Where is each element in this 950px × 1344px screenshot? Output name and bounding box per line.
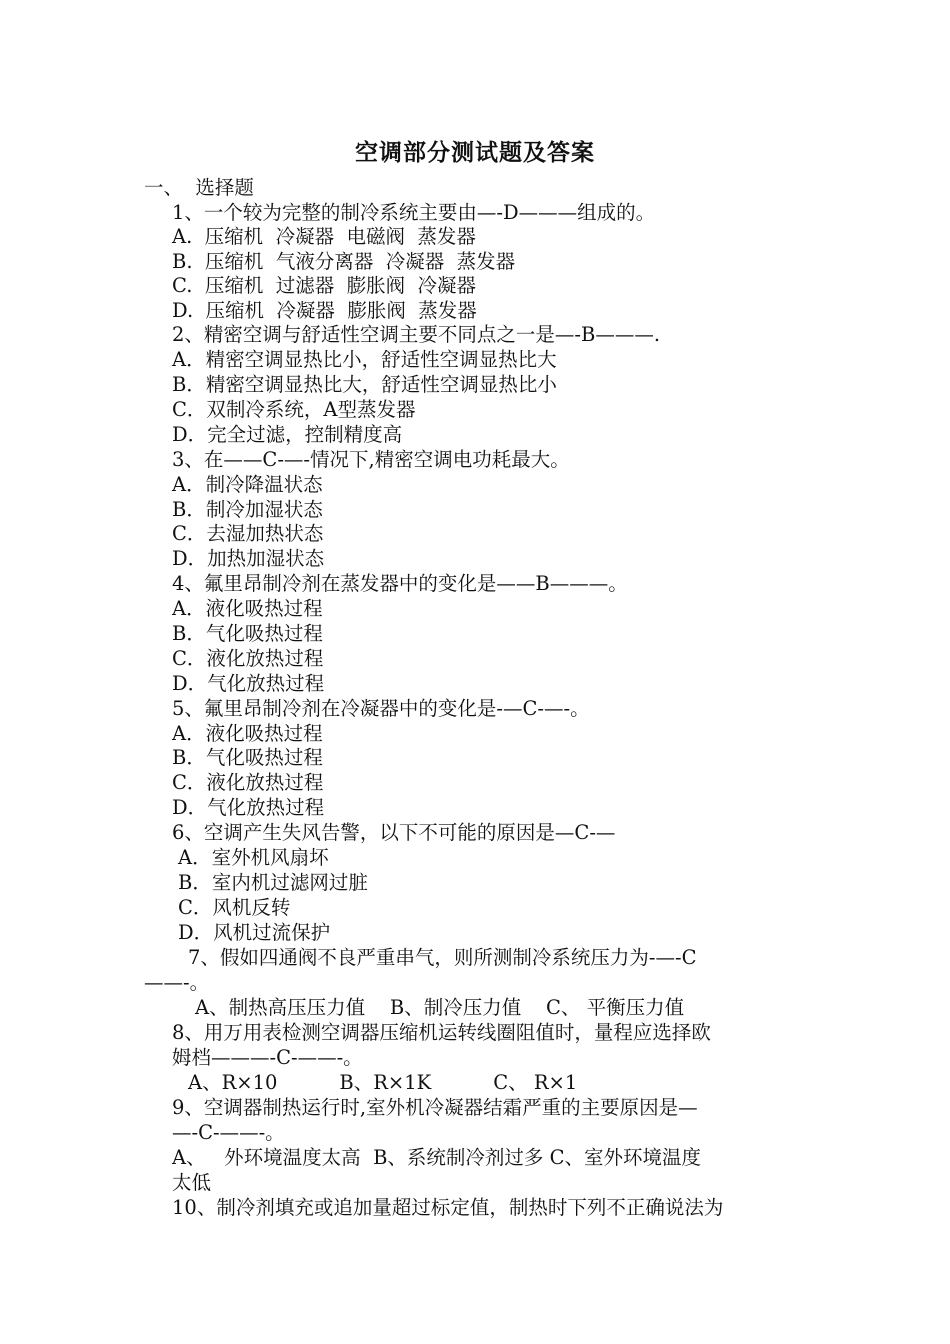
text-line: B．气化吸热过程 [172, 622, 323, 645]
text-line: B．精密空调显热比大，舒适性空调显热比小 [172, 373, 557, 396]
text-line: A．室外机风扇坏 [178, 846, 329, 869]
text-line: A. 压缩机 冷凝器 电磁阀 蒸发器 [172, 225, 476, 248]
text-line: B．室内机过滤网过脏 [178, 871, 368, 894]
text-line: C．去湿加热状态 [172, 522, 324, 545]
text-line: C．液化放热过程 [172, 647, 324, 670]
text-line: 2、精密空调与舒适性空调主要不同点之一是—-B———. [172, 323, 661, 346]
text-line: 9、空调器制热运行时,室外机冷凝器结霜严重的主要原因是— [172, 1096, 698, 1119]
text-line: C. 压缩机 过滤器 膨胀阀 冷凝器 [172, 274, 477, 297]
section-heading: 一、 选择题 [144, 176, 254, 199]
text-line: 4、氟里昂制冷剂在蒸发器中的变化是——B———。 [172, 572, 628, 595]
text-line: D．加热加湿状态 [172, 547, 325, 570]
text-line: 10、制冷剂填充或追加量超过标定值，制热时下列不正确说法为 [172, 1196, 724, 1219]
text-line: A．制冷降温状态 [172, 473, 323, 496]
text-line: 3、在——C-—-情况下,精密空调电功耗最大。 [172, 448, 570, 471]
text-line: A．精密空调显热比小，舒适性空调显热比大 [172, 348, 557, 371]
page-title: 空调部分测试题及答案 [355, 140, 595, 166]
text-line: D．气化放热过程 [172, 796, 325, 819]
text-line: ——-。 [144, 971, 210, 994]
text-line: 6、空调产生失风告警，以下不可能的原因是—C-— [172, 821, 616, 844]
text-line: A．液化吸热过程 [172, 597, 323, 620]
text-line: 8、用万用表检测空调器压缩机运转线圈阻值时，量程应选择欧 [172, 1021, 711, 1044]
text-line: C．液化放热过程 [172, 771, 324, 794]
text-line: 7、假如四通阀不良严重串气，则所测制冷系统压力为-—-C [188, 946, 697, 969]
text-line: B. 压缩机 气液分离器 冷凝器 蒸发器 [172, 250, 516, 273]
text-line: C．双制冷系统，A型蒸发器 [172, 398, 416, 421]
text-line: 太低 [172, 1171, 212, 1194]
text-line: A．液化吸热过程 [172, 722, 323, 745]
text-line: B．制冷加湿状态 [172, 498, 323, 521]
text-line: B．气化吸热过程 [172, 746, 323, 769]
text-line: A、R×10 B、R×1K C、 R×1 [188, 1071, 578, 1094]
text-line: D．气化放热过程 [172, 672, 325, 695]
text-line: 1、一个较为完整的制冷系统主要由—-D———组成的。 [172, 201, 656, 224]
text-line: C．风机反转 [178, 896, 291, 919]
text-line: 5、氟里昂制冷剂在冷凝器中的变化是-—C-—-。 [172, 697, 590, 720]
text-line: D. 压缩机 冷凝器 膨胀阀 蒸发器 [172, 299, 477, 322]
text-line: 姆档———-C-——-。 [172, 1046, 363, 1069]
text-line: D．风机过流保护 [178, 921, 331, 944]
text-line: D．完全过滤，控制精度高 [172, 423, 403, 446]
text-line: A、制热高压压力值 B、制冷压力值 C、 平衡压力值 [195, 996, 685, 1019]
text-line: A、 外环境温度太高 B、系统制冷剂过多 C、室外环境温度 [172, 1146, 702, 1169]
text-line: —-C-——-。 [172, 1121, 285, 1144]
